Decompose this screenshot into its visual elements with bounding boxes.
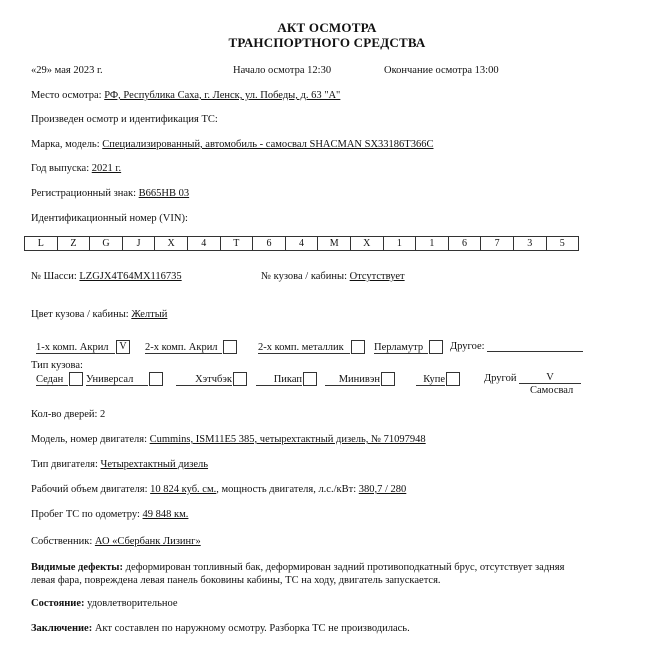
vin-char: 4 (187, 237, 220, 251)
reg-label: Регистрационный знак: (31, 188, 137, 199)
condition-value: удовлетворительное (87, 598, 178, 609)
displacement-row (31, 484, 406, 495)
vin-char: 4 (285, 237, 318, 251)
owner-row (31, 536, 201, 547)
make-row (31, 139, 433, 150)
conclusion-row (31, 623, 410, 634)
body-type-sedan (36, 372, 83, 386)
chassis-label: № Шасси: (31, 271, 77, 282)
reg-row (31, 188, 189, 199)
year-row (31, 163, 121, 174)
body-type-other-label: Другой (484, 373, 517, 384)
condition-label: Состояние: (31, 598, 85, 609)
color-value: Желтый (131, 309, 168, 320)
body-type-sedan-checkbox[interactable] (69, 372, 83, 386)
place-label: Место осмотра: (31, 90, 102, 101)
paint-option-4-label: Перламутр (374, 342, 428, 354)
paint-option-1-checkbox[interactable]: V (116, 340, 130, 354)
vin-char: G (90, 237, 123, 251)
vin-char: T (220, 237, 253, 251)
body-type-pickup (256, 372, 317, 386)
body-type-minivan-label: Минивэн (325, 374, 380, 386)
vin-char: 3 (513, 237, 546, 251)
engine-model-row (31, 434, 426, 445)
vin-char: 5 (546, 237, 579, 251)
defects-text: деформирован топливный бак, деформирован задний противоподкатный брус, отсутствует задняя левая фара, повреждена левая панель боковины кабины, ТС на ходу, двигатель запускается. (31, 562, 565, 586)
inspection-note: Произведен осмотр и идентификация ТС: (31, 114, 218, 125)
vin-char: X (155, 237, 188, 251)
inspection-start: Начало осмотра 12:30 (233, 65, 332, 76)
vin-char: 7 (481, 237, 514, 251)
owner-value: АО «Сбербанк Лизинг» (94, 536, 201, 547)
body-type-coupe-label: Купе (416, 374, 445, 386)
body-type-coupe-checkbox[interactable] (446, 372, 460, 386)
chassis-value: LZGJX4T64MX116735 (79, 271, 182, 282)
body-type-pickup-checkbox[interactable] (303, 372, 317, 386)
paint-other-field[interactable] (487, 340, 583, 352)
body-type-label: Тип кузова: (31, 360, 83, 371)
power-value: 380,7 / 280 (358, 484, 407, 495)
vin-char: X (350, 237, 383, 251)
year-value: 2021 г. (91, 163, 122, 174)
inspection-end: Окончание осмотра 13:00 (384, 65, 499, 76)
mileage-value: 49 848 км. (142, 509, 189, 520)
paint-option-1 (36, 340, 130, 354)
paint-other (450, 340, 583, 352)
body-type-universal-checkbox[interactable] (149, 372, 163, 386)
power-label: , мощность двигателя, л.с./кВт: (216, 484, 357, 495)
owner-label: Собственник: (31, 536, 93, 547)
paint-option-2 (145, 340, 237, 354)
paint-option-3-checkbox[interactable] (351, 340, 365, 354)
engine-type-value: Четырехтактный дизель (100, 459, 209, 470)
body-type-other (484, 372, 581, 384)
door-count: Кол-во дверей: 2 (31, 409, 106, 420)
body-number-row (261, 271, 405, 282)
condition-row (31, 598, 178, 609)
engine-type-label: Тип двигателя: (31, 459, 98, 470)
defects-label: Видимые дефекты: (31, 562, 123, 573)
conclusion-label: Заключение: (31, 623, 93, 634)
place-value: РФ, Республика Саха, г. Ленск, ул. Победы, д. 63 "А" (104, 90, 341, 101)
defects-paragraph (31, 561, 589, 587)
body-type-hatchback-checkbox[interactable] (233, 372, 247, 386)
document-title-line2: ТРАНСПОРТНОГО СРЕДСТВА (228, 35, 426, 50)
paint-option-3-label: 2-х комп. металлик (258, 342, 350, 354)
body-type-other-value: Самосвал (530, 385, 574, 396)
body-type-hatchback (176, 372, 247, 386)
body-type-minivan-checkbox[interactable] (381, 372, 395, 386)
color-label: Цвет кузова / кабины: (31, 309, 129, 320)
year-label: Год выпуска: (31, 163, 90, 174)
vin-char: 6 (448, 237, 481, 251)
vin-label: Идентификационный номер (VIN): (31, 213, 188, 224)
vin-char: Z (57, 237, 90, 251)
vin-char: 1 (416, 237, 449, 251)
conclusion-value: Акт составлен по наружному осмотру. Разборка ТС не производилась. (94, 623, 410, 634)
body-type-pickup-label: Пикап (256, 374, 302, 386)
mileage-row (31, 509, 188, 520)
chassis-row (31, 271, 182, 282)
body-type-minivan (325, 372, 395, 386)
vin-char: L (25, 237, 58, 251)
make-value: Специализированный, автомобиль - самосвал SHACMAN SX33186T366C (102, 139, 434, 150)
displacement-value: 10 824 куб. см. (150, 484, 217, 495)
paint-option-2-label: 2-х комп. Акрил (145, 342, 222, 354)
reg-value: В665НВ 03 (138, 188, 190, 199)
document-title-line1: АКТ ОСМОТРА (277, 20, 377, 35)
engine-model-value: Cummins, ISM11E5 385, четырехтактный дизель, № 71097948 (149, 434, 426, 445)
paint-option-2-checkbox[interactable] (223, 340, 237, 354)
body-type-hatchback-label: Хэтчбэк (176, 374, 232, 386)
body-type-sedan-label: Седан (36, 374, 68, 386)
vin-table (24, 236, 579, 251)
paint-option-3 (258, 340, 365, 354)
inspection-date: «29» мая 2023 г. (31, 65, 103, 76)
displacement-label: Рабочий объем двигателя: (31, 484, 148, 495)
mileage-label: Пробег ТС по одометру: (31, 509, 140, 520)
body-type-universal (86, 372, 163, 386)
vin-char: J (122, 237, 155, 251)
vin-char: 6 (253, 237, 286, 251)
color-row (31, 309, 167, 320)
body-type-universal-label: Универсал (86, 374, 148, 386)
paint-other-label: Другое: (450, 341, 485, 352)
body-type-coupe (416, 372, 460, 386)
engine-model-label: Модель, номер двигателя: (31, 434, 148, 445)
body-number-value: Отсутствует (349, 271, 405, 282)
vin-char: M (318, 237, 351, 251)
place-row (31, 90, 340, 101)
vin-char: 1 (383, 237, 416, 251)
body-number-label: № кузова / кабины: (261, 271, 347, 282)
engine-type-row (31, 459, 208, 470)
make-label: Марка, модель: (31, 139, 100, 150)
paint-option-4 (374, 340, 443, 354)
paint-option-4-checkbox[interactable] (429, 340, 443, 354)
paint-option-1-label: 1-х комп. Акрил (36, 342, 115, 354)
body-type-other-mark[interactable]: V (519, 372, 581, 384)
